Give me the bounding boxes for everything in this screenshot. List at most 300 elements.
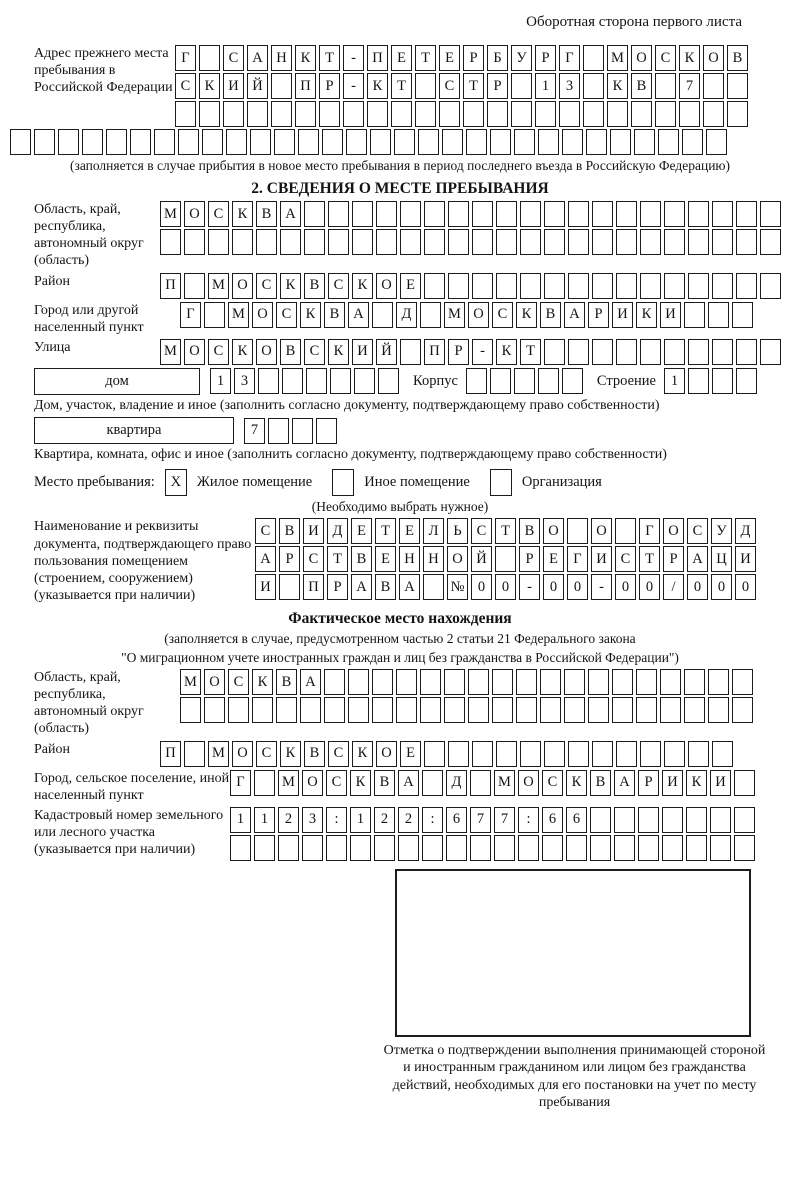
char-box[interactable]: 1 [254,807,275,833]
char-box[interactable] [712,741,733,767]
char-box[interactable] [640,229,661,255]
char-box[interactable] [655,101,676,127]
char-box[interactable]: Д [327,518,348,544]
char-box[interactable] [634,129,655,155]
char-box[interactable]: В [590,770,611,796]
char-box[interactable]: И [303,518,324,544]
char-box[interactable] [199,45,220,71]
char-box[interactable] [400,201,421,227]
char-box[interactable]: Г [230,770,251,796]
char-box[interactable]: П [160,741,181,767]
char-box[interactable] [682,129,703,155]
char-box[interactable] [130,129,151,155]
char-box[interactable]: Г [180,302,201,328]
char-box[interactable] [684,302,705,328]
char-box[interactable]: М [208,741,229,767]
char-box[interactable]: А [564,302,585,328]
char-box[interactable]: 0 [639,574,660,600]
char-box[interactable] [372,697,393,723]
char-box[interactable]: № [447,574,468,600]
char-box[interactable] [610,129,631,155]
confirmation-stamp-box[interactable] [395,869,751,1037]
char-box[interactable]: М [180,669,201,695]
char-box[interactable]: В [304,273,325,299]
char-box[interactable]: И [255,574,276,600]
char-box[interactable] [712,368,733,394]
char-box[interactable] [300,697,321,723]
char-box[interactable] [538,129,559,155]
char-box[interactable] [612,669,633,695]
char-box[interactable] [564,697,585,723]
char-box[interactable] [686,835,707,861]
char-box[interactable]: И [735,546,756,572]
char-box[interactable]: Г [175,45,196,71]
char-box[interactable] [583,45,604,71]
char-box[interactable]: С [208,201,229,227]
char-box[interactable] [232,229,253,255]
char-box[interactable]: В [631,73,652,99]
char-box[interactable] [615,518,636,544]
char-box[interactable]: Т [327,546,348,572]
char-box[interactable]: А [348,302,369,328]
char-box[interactable] [470,770,491,796]
char-box[interactable] [679,101,700,127]
char-box[interactable]: А [300,669,321,695]
char-box[interactable]: С [615,546,636,572]
char-box[interactable]: И [223,73,244,99]
char-box[interactable] [292,418,313,444]
char-box[interactable]: О [256,339,277,365]
char-box[interactable] [374,835,395,861]
char-box[interactable]: Р [588,302,609,328]
char-box[interactable]: Б [487,45,508,71]
char-box[interactable]: 7 [244,418,265,444]
char-box[interactable] [322,129,343,155]
char-box[interactable]: 7 [494,807,515,833]
char-box[interactable] [160,229,181,255]
char-box[interactable]: 0 [615,574,636,600]
char-box[interactable] [568,229,589,255]
char-box[interactable] [732,302,753,328]
char-box[interactable] [688,229,709,255]
char-box[interactable] [568,273,589,299]
char-box[interactable] [760,339,781,365]
char-box[interactable] [703,101,724,127]
char-box[interactable]: 3 [302,807,323,833]
char-box[interactable] [520,741,541,767]
char-box[interactable]: У [511,45,532,71]
char-box[interactable]: С [256,273,277,299]
char-box[interactable]: В [374,770,395,796]
char-box[interactable] [418,129,439,155]
char-box[interactable] [614,835,635,861]
char-box[interactable] [328,201,349,227]
char-box[interactable] [708,302,729,328]
char-box[interactable] [274,129,295,155]
char-box[interactable]: М [278,770,299,796]
char-box[interactable] [378,368,399,394]
char-box[interactable] [420,302,441,328]
char-box[interactable]: К [350,770,371,796]
char-box[interactable] [616,273,637,299]
char-box[interactable] [276,697,297,723]
char-box[interactable] [280,229,301,255]
char-box[interactable] [658,129,679,155]
char-box[interactable] [760,273,781,299]
char-box[interactable]: Р [638,770,659,796]
char-box[interactable]: В [304,741,325,767]
char-box[interactable] [472,201,493,227]
char-box[interactable]: 0 [567,574,588,600]
char-box[interactable] [448,201,469,227]
char-box[interactable] [348,669,369,695]
char-box[interactable]: Р [487,73,508,99]
char-box[interactable]: С [471,518,492,544]
char-box[interactable] [268,418,289,444]
char-box[interactable] [295,101,316,127]
char-box[interactable] [184,273,205,299]
char-box[interactable]: 0 [735,574,756,600]
char-box[interactable] [662,835,683,861]
char-box[interactable]: С [303,546,324,572]
char-box[interactable] [424,229,445,255]
char-box[interactable] [736,368,757,394]
char-box[interactable]: А [399,574,420,600]
char-box[interactable] [664,201,685,227]
char-box[interactable]: 1 [535,73,556,99]
char-box[interactable] [614,807,635,833]
char-box[interactable]: Т [391,73,412,99]
char-box[interactable] [420,669,441,695]
char-box[interactable]: В [276,669,297,695]
char-box[interactable]: 6 [542,807,563,833]
char-box[interactable]: Т [319,45,340,71]
char-box[interactable] [472,229,493,255]
char-box[interactable]: Й [376,339,397,365]
char-box[interactable] [424,273,445,299]
char-box[interactable] [518,835,539,861]
char-box[interactable]: С [276,302,297,328]
char-box[interactable] [352,201,373,227]
char-box[interactable]: С [655,45,676,71]
char-box[interactable] [592,229,613,255]
char-box[interactable]: О [518,770,539,796]
char-box[interactable]: Р [279,546,300,572]
char-box[interactable] [496,201,517,227]
char-box[interactable] [544,339,565,365]
char-box[interactable] [710,807,731,833]
char-box[interactable]: С [175,73,196,99]
char-box[interactable]: К [367,73,388,99]
char-box[interactable] [396,697,417,723]
char-box[interactable]: О [232,273,253,299]
char-box[interactable]: А [687,546,708,572]
char-box[interactable] [271,73,292,99]
char-box[interactable] [592,339,613,365]
char-box[interactable]: В [280,339,301,365]
char-box[interactable] [640,741,661,767]
char-box[interactable]: В [256,201,277,227]
residential-premises-checkbox[interactable]: X [165,469,187,496]
char-box[interactable] [350,835,371,861]
char-box[interactable]: П [367,45,388,71]
char-box[interactable] [472,741,493,767]
char-box[interactable] [496,273,517,299]
char-box[interactable] [511,73,532,99]
char-box[interactable]: Т [375,518,396,544]
char-box[interactable] [688,273,709,299]
char-box[interactable]: / [663,574,684,600]
char-box[interactable] [514,368,535,394]
char-box[interactable]: К [352,741,373,767]
char-box[interactable] [496,229,517,255]
char-box[interactable]: С [208,339,229,365]
char-box[interactable]: В [324,302,345,328]
char-box[interactable] [472,273,493,299]
char-box[interactable]: Н [423,546,444,572]
char-box[interactable]: Р [319,73,340,99]
char-box[interactable] [616,201,637,227]
char-box[interactable] [520,229,541,255]
char-box[interactable] [542,835,563,861]
char-box[interactable] [468,697,489,723]
char-box[interactable] [254,770,275,796]
char-box[interactable] [304,229,325,255]
char-box[interactable]: П [295,73,316,99]
char-box[interactable] [420,697,441,723]
char-box[interactable] [324,697,345,723]
char-box[interactable] [306,368,327,394]
char-box[interactable] [278,835,299,861]
char-box[interactable] [446,835,467,861]
char-box[interactable] [712,339,733,365]
char-box[interactable] [540,669,561,695]
char-box[interactable]: 0 [471,574,492,600]
char-box[interactable] [616,339,637,365]
char-box[interactable]: 0 [687,574,708,600]
char-box[interactable] [415,101,436,127]
char-box[interactable] [616,229,637,255]
char-box[interactable] [82,129,103,155]
char-box[interactable]: 0 [711,574,732,600]
char-box[interactable]: М [208,273,229,299]
char-box[interactable]: - [591,574,612,600]
char-box[interactable]: К [496,339,517,365]
char-box[interactable]: А [351,574,372,600]
char-box[interactable]: О [703,45,724,71]
char-box[interactable]: К [636,302,657,328]
char-box[interactable] [511,101,532,127]
char-box[interactable] [664,339,685,365]
char-box[interactable] [376,201,397,227]
char-box[interactable] [583,101,604,127]
char-box[interactable]: М [444,302,465,328]
char-box[interactable] [664,273,685,299]
char-box[interactable] [400,339,421,365]
char-box[interactable] [492,669,513,695]
char-box[interactable] [442,129,463,155]
char-box[interactable] [204,697,225,723]
char-box[interactable] [736,339,757,365]
char-box[interactable] [494,835,515,861]
char-box[interactable] [180,697,201,723]
char-box[interactable]: Н [399,546,420,572]
char-box[interactable]: С [228,669,249,695]
char-box[interactable] [706,129,727,155]
char-box[interactable] [223,101,244,127]
char-box[interactable]: - [343,45,364,71]
char-box[interactable] [348,697,369,723]
char-box[interactable] [538,368,559,394]
char-box[interactable] [226,129,247,155]
char-box[interactable] [568,339,589,365]
char-box[interactable] [712,229,733,255]
char-box[interactable]: Д [735,518,756,544]
char-box[interactable]: Т [639,546,660,572]
char-box[interactable] [468,669,489,695]
char-box[interactable]: Р [448,339,469,365]
other-premises-checkbox[interactable] [332,469,354,496]
char-box[interactable]: Р [519,546,540,572]
char-box[interactable]: Р [463,45,484,71]
char-box[interactable] [688,339,709,365]
char-box[interactable] [398,835,419,861]
char-box[interactable] [372,669,393,695]
char-box[interactable]: С [328,273,349,299]
char-box[interactable]: К [280,741,301,767]
char-box[interactable]: К [352,273,373,299]
char-box[interactable] [732,669,753,695]
char-box[interactable] [636,669,657,695]
char-box[interactable] [302,835,323,861]
char-box[interactable]: А [280,201,301,227]
char-box[interactable] [495,546,516,572]
char-box[interactable]: И [710,770,731,796]
char-box[interactable] [154,129,175,155]
char-box[interactable] [662,807,683,833]
char-box[interactable] [282,368,303,394]
char-box[interactable]: 1 [210,368,231,394]
char-box[interactable]: 2 [398,807,419,833]
char-box[interactable]: В [375,574,396,600]
char-box[interactable]: : [326,807,347,833]
char-box[interactable] [612,697,633,723]
char-box[interactable] [490,129,511,155]
char-box[interactable]: С [542,770,563,796]
char-box[interactable]: 2 [278,807,299,833]
char-box[interactable]: С [328,741,349,767]
char-box[interactable] [588,669,609,695]
char-box[interactable] [568,741,589,767]
char-box[interactable] [688,368,709,394]
char-box[interactable] [448,273,469,299]
char-box[interactable] [252,697,273,723]
char-box[interactable] [520,273,541,299]
char-box[interactable]: Е [375,546,396,572]
char-box[interactable]: - [472,339,493,365]
char-box[interactable]: Д [396,302,417,328]
char-box[interactable] [279,574,300,600]
char-box[interactable]: Ь [447,518,468,544]
char-box[interactable]: В [727,45,748,71]
char-box[interactable]: Р [535,45,556,71]
char-box[interactable] [544,273,565,299]
char-box[interactable]: Т [463,73,484,99]
char-box[interactable] [607,101,628,127]
char-box[interactable]: С [304,339,325,365]
char-box[interactable] [562,368,583,394]
char-box[interactable] [664,741,685,767]
char-box[interactable] [734,770,755,796]
char-box[interactable] [640,273,661,299]
char-box[interactable] [439,101,460,127]
char-box[interactable] [544,201,565,227]
char-box[interactable] [184,229,205,255]
char-box[interactable] [370,129,391,155]
char-box[interactable] [422,835,443,861]
char-box[interactable] [487,101,508,127]
char-box[interactable]: И [352,339,373,365]
char-box[interactable] [372,302,393,328]
char-box[interactable] [298,129,319,155]
char-box[interactable]: М [228,302,249,328]
char-box[interactable]: К [199,73,220,99]
char-box[interactable] [760,201,781,227]
char-box[interactable] [422,770,443,796]
char-box[interactable]: О [591,518,612,544]
char-box[interactable] [466,368,487,394]
char-box[interactable]: В [279,518,300,544]
char-box[interactable]: 1 [350,807,371,833]
char-box[interactable]: У [711,518,732,544]
char-box[interactable]: Д [446,770,467,796]
char-box[interactable]: В [540,302,561,328]
char-box[interactable] [640,201,661,227]
char-box[interactable]: М [160,201,181,227]
char-box[interactable] [319,101,340,127]
char-box[interactable] [58,129,79,155]
char-box[interactable] [736,229,757,255]
char-box[interactable] [34,129,55,155]
char-box[interactable]: 2 [374,807,395,833]
char-box[interactable]: Н [271,45,292,71]
char-box[interactable] [559,101,580,127]
char-box[interactable]: С [326,770,347,796]
char-box[interactable]: К [280,273,301,299]
char-box[interactable] [710,835,731,861]
char-box[interactable]: М [494,770,515,796]
char-box[interactable] [254,835,275,861]
char-box[interactable] [352,229,373,255]
char-box[interactable] [708,669,729,695]
char-box[interactable]: И [662,770,683,796]
char-box[interactable] [400,229,421,255]
char-box[interactable]: С [256,741,277,767]
char-box[interactable]: С [439,73,460,99]
char-box[interactable]: Й [471,546,492,572]
char-box[interactable]: 1 [230,807,251,833]
char-box[interactable] [664,229,685,255]
char-box[interactable]: И [660,302,681,328]
char-box[interactable] [208,229,229,255]
char-box[interactable] [636,697,657,723]
char-box[interactable]: Е [351,518,372,544]
char-box[interactable] [415,73,436,99]
char-box[interactable]: Е [543,546,564,572]
char-box[interactable] [330,368,351,394]
char-box[interactable]: - [343,73,364,99]
char-box[interactable]: О [447,546,468,572]
